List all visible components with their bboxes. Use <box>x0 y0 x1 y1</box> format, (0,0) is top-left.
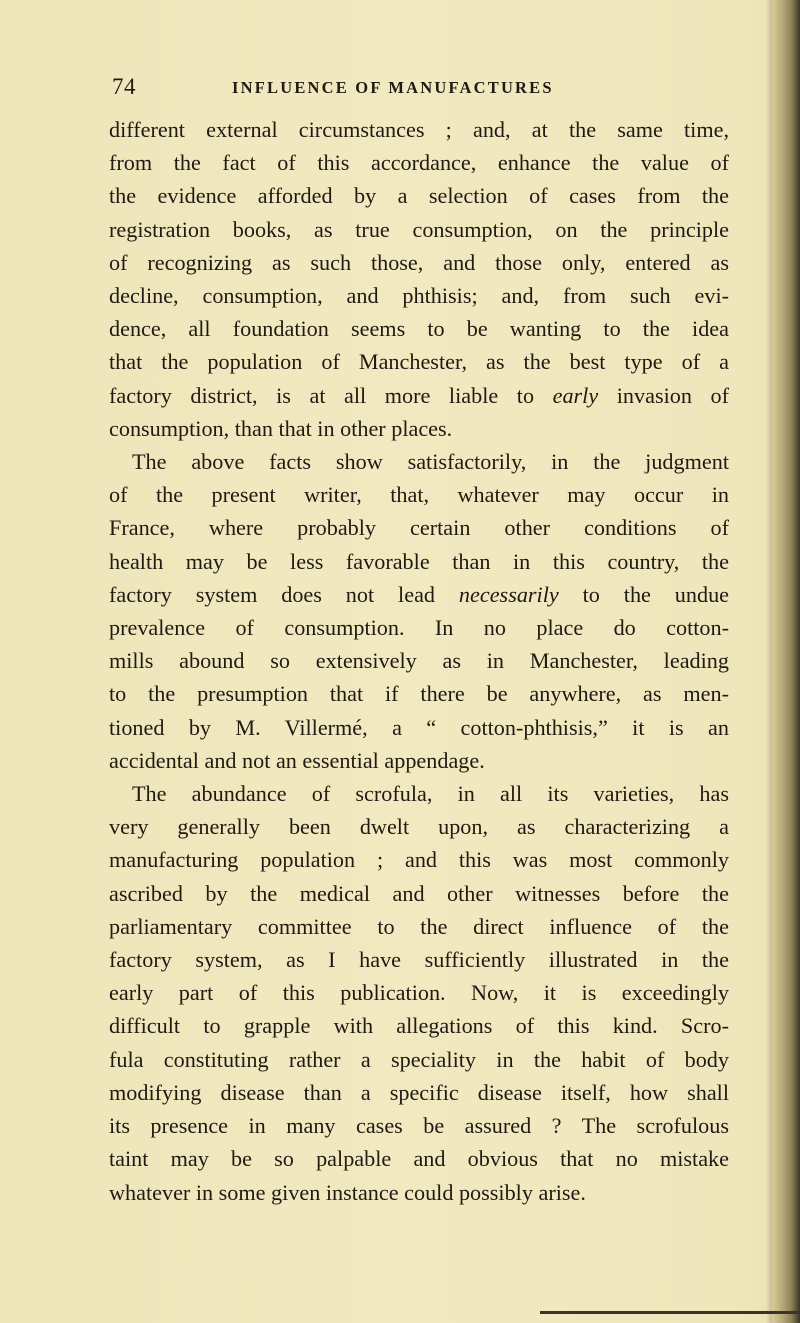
body-text <box>109 113 729 1209</box>
text-line: early part of this publication. Now, it is exceedingly <box>109 980 729 1006</box>
text-line: decline, consumption, and phthisis; and, from such evi- <box>109 283 729 309</box>
text-line: fula constituting rather a speciality in the habit of body <box>109 1046 729 1072</box>
italic-word: early <box>552 382 599 408</box>
text-segment: factory system does not lead <box>109 581 436 607</box>
text-segment: to the undue <box>582 581 730 607</box>
text-line: very generally been dwelt upon, as characterizing a <box>109 814 729 840</box>
italic-word: necessarily <box>458 581 559 607</box>
text-line: different external circumstances ; and, at the same time, <box>109 117 729 142</box>
text-line: mills abound so extensively as in Manchester, leading <box>109 648 729 674</box>
text-line: of the present writer, that, whatever may occur in <box>109 482 729 508</box>
page-edge <box>772 0 800 1323</box>
text-line: whatever in some given instance could possibly arise. <box>109 1179 586 1205</box>
text-line: manufacturing population ; and this was most commonly <box>109 847 729 873</box>
text-line: factory system, as I have sufficiently illustrated in the <box>109 947 729 973</box>
bottom-rule <box>540 1311 800 1314</box>
text-line: health may be less favorable than in this country, the <box>109 548 729 574</box>
text-line: to the presumption that if there be anywhere, as men- <box>109 681 729 707</box>
text-line: registration books, as true consumption, on the principle <box>109 216 729 242</box>
text-line: prevalence of consumption. In no place do cotton- <box>109 615 729 641</box>
page-header <box>0 74 800 104</box>
page-number: 74 <box>112 74 136 99</box>
text-line: France, where probably certain other conditions of <box>109 515 729 541</box>
text-line: parliamentary committee to the direct influence of the <box>109 913 729 939</box>
text-line: the evidence afforded by a selection of cases from the <box>109 183 729 209</box>
text-line: The abundance of scrofula, in all its varieties, has <box>132 781 729 807</box>
text-line <box>109 379 729 412</box>
text-line: modifying disease than a specific disease itself, how shall <box>109 1079 729 1105</box>
text-line: The above facts show satisfactorily, in the judgment <box>132 449 729 475</box>
text-line: dence, all foundation seems to be wanting to the idea <box>109 316 729 342</box>
running-title: INFLUENCE OF MANUFACTURES <box>232 78 554 97</box>
text-line: consumption, than that in other places. <box>109 415 453 441</box>
text-line: taint may be so palpable and obvious that no mistake <box>109 1146 729 1172</box>
text-line: of recognizing as such those, and those only, entered as <box>109 249 729 275</box>
text-line <box>109 578 729 611</box>
text-line: from the fact of this accordance, enhance the value of <box>109 150 729 176</box>
text-segment: invasion of <box>616 382 729 408</box>
text-line: its presence in many cases be assured ? The scrofulous <box>109 1113 729 1139</box>
text-line: that the population of Manchester, as the best type of a <box>109 349 729 375</box>
text-segment: factory district, is at all more liable to <box>109 382 535 408</box>
text-line: ascribed by the medical and other witnesses before the <box>109 880 729 906</box>
text-line: tioned by M. Villermé, a “ cotton-phthisis,” it is an <box>109 714 729 740</box>
text-line: difficult to grapple with allegations of this kind. Scro- <box>109 1013 729 1039</box>
text-line: accidental and not an essential appendage. <box>109 747 485 773</box>
